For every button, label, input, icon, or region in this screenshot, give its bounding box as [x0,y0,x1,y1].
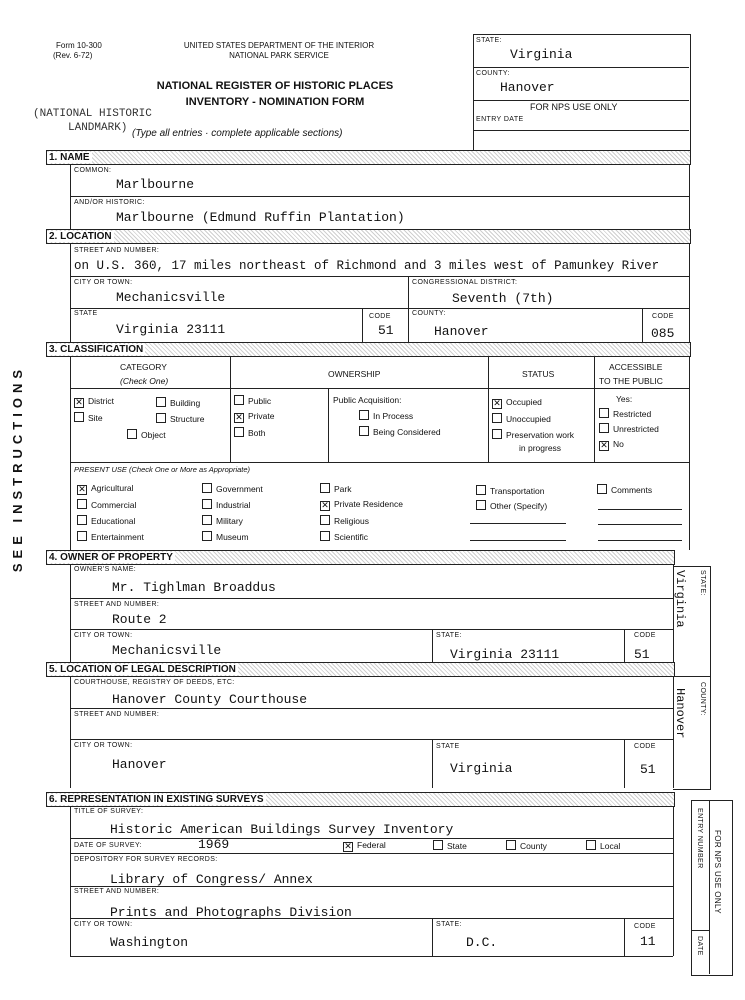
entertainment-checkbox[interactable] [77,531,144,542]
legal-street-label: STREET AND NUMBER: [74,711,160,718]
owner-street-value: Route 2 [112,612,167,627]
other-specify-line-1 [470,523,566,524]
common-name-label: COMMON: [74,167,112,174]
side-state-label: STATE: [699,570,706,596]
unrestricted-box [599,423,609,433]
restricted-label: Restricted [613,409,652,419]
restricted-box [599,408,609,418]
unoccupied-label: Unoccupied [506,414,551,424]
park-checkbox[interactable] [320,483,351,494]
side-state-value: Virginia [673,570,687,628]
owner-name-value: Mr. Tighlman Broaddus [112,580,276,595]
building-box [156,397,166,407]
location-state-code-label: CODE [369,313,391,320]
legal-state-value: Virginia [450,761,513,776]
scientific-box [320,531,330,541]
category-subheader: (Check One) [120,376,169,386]
section-5-header [46,662,675,677]
nps-use-only-label: FOR NPS USE ONLY [530,102,618,112]
location-city-label: CITY OR TOWN: [74,279,133,286]
private-label: Private [248,411,275,421]
in-process-label: In Process [373,411,414,421]
side-entry-number-label: ENTRY NUMBER [696,808,703,869]
object-box [127,429,137,439]
legal-code-label: CODE [634,743,656,750]
section-2-title: 2. LOCATION [49,231,112,242]
section-2-header [46,229,691,244]
being-considered-box [359,426,369,436]
location-street-label: STREET AND NUMBER: [74,247,160,254]
agricultural-mark: ✕ [78,485,86,495]
unoccupied-checkbox[interactable] [492,413,551,424]
location-state-label: STATE [74,310,98,317]
park-label: Park [334,484,352,494]
survey-federal-label: Federal [357,840,386,850]
comments-line-2 [598,524,682,525]
section-5-title: 5. LOCATION OF LEGAL DESCRIPTION [49,664,236,675]
scientific-checkbox[interactable] [320,531,368,542]
object-label: Object [141,430,166,440]
accessible-no-mark: ✕ [600,441,608,451]
survey-street-value: Prints and Photographs Division [110,905,352,920]
commercial-checkbox[interactable] [77,499,136,510]
district-checkbox[interactable] [74,396,114,408]
historic-name-value: Marlbourne (Edmund Ruffin Plantation) [116,210,405,225]
in-process-checkbox[interactable] [359,410,413,421]
district-label: District [88,396,114,406]
agricultural-checkbox[interactable] [77,483,134,495]
unrestricted-checkbox[interactable] [599,423,659,434]
preservation-label-line2: in progress [519,443,562,453]
section-4-title: 4. OWNER OF PROPERTY [49,552,173,563]
survey-code-label: CODE [634,923,656,930]
comments-box [597,484,607,494]
form-instructions: (Type all entries · complete applicable sections) [132,128,343,139]
survey-state-field-label: STATE: [436,921,462,928]
building-label: Building [170,398,201,408]
location-state-code-value: 51 [378,323,394,338]
section-6-header [46,792,675,807]
educational-box [77,515,87,525]
military-label: Military [216,516,243,526]
object-checkbox[interactable] [127,429,166,440]
survey-state-label: State [447,841,467,851]
courthouse-value: Hanover County Courthouse [112,692,308,707]
museum-label: Museum [216,532,249,542]
military-box [202,515,212,525]
congressional-district-value: Seventh (7th) [452,291,554,306]
private-checkbox[interactable] [234,411,274,423]
occupied-mark: ✕ [493,399,501,409]
section-3-title: 3. CLASSIFICATION [49,344,144,355]
other-specify-line-2 [470,540,566,541]
survey-county-box [506,840,516,850]
accessible-no-label: No [613,439,624,449]
survey-state-checkbox[interactable] [433,840,467,851]
owner-street-label: STREET AND NUMBER: [74,601,160,608]
private-residence-checkbox[interactable] [320,499,403,511]
commercial-box [77,499,87,509]
survey-state-field-value: D.C. [466,935,498,950]
industrial-checkbox[interactable] [202,499,251,510]
site-box [74,412,84,422]
preservation-label: Preservation work [506,430,575,440]
side-nps-use-label: FOR NPS USE ONLY [713,830,722,915]
restricted-checkbox[interactable] [599,408,651,419]
being-considered-checkbox[interactable] [359,426,441,437]
section-6-title: 6. REPRESENTATION IN EXISTING SURVEYS [49,794,264,805]
section-4-header [46,550,675,565]
survey-title-value: Historic American Buildings Survey Inventory [110,822,454,837]
form-number: Form 10-300 [56,41,102,50]
owner-code-value: 51 [634,647,650,662]
owner-city-value: Mechanicsville [112,643,222,658]
government-checkbox[interactable] [202,483,263,494]
comments-line-1 [598,509,682,510]
accessible-header: ACCESSIBLE [609,362,663,372]
form-title-line2: INVENTORY - NOMINATION FORM [185,96,365,108]
status-header: STATUS [522,369,555,379]
form-revision: (Rev. 6-72) [53,51,93,60]
industrial-label: Industrial [216,500,251,510]
location-county-code-value: 085 [651,326,675,341]
structure-box [156,413,166,423]
legal-state-label: STATE [436,743,460,750]
service-name: NATIONAL PARK SERVICE [229,51,329,60]
location-street-value: on U.S. 360, 17 miles northeast of Richmond and 3 miles west of Pamunkey River [74,259,660,273]
private-mark: ✕ [235,413,243,423]
public-box [234,395,244,405]
survey-federal-checkbox[interactable] [343,840,386,852]
survey-local-label: Local [600,841,621,851]
comments-checkbox[interactable] [597,484,652,495]
depository-value: Library of Congress/ Annex [110,872,313,887]
industrial-box [202,499,212,509]
private-residence-mark: ✕ [321,501,329,511]
building-checkbox[interactable] [156,397,200,408]
survey-code-value: 11 [640,934,656,949]
side-date-label: DATE [696,936,703,956]
park-box [320,483,330,493]
side-county-label: COUNTY: [699,682,706,716]
entertainment-label: Entertainment [91,532,144,542]
agricultural-label: Agricultural [91,483,134,493]
congressional-district-label: CONGRESSIONAL DISTRICT: [412,279,518,286]
legal-code-value: 51 [640,762,656,777]
scientific-label: Scientific [334,532,369,542]
survey-date-label: DATE OF SURVEY: [74,842,142,849]
preservation-box [492,429,502,439]
other-box [476,500,486,510]
depository-label: DEPOSITORY FOR SURVEY RECORDS: [74,856,218,863]
location-county-value: Hanover [434,324,489,339]
landmark-note-line1: (NATIONAL HISTORIC [33,108,152,120]
religious-checkbox[interactable] [320,515,369,526]
site-checkbox[interactable] [74,412,103,423]
other-label: Other (Specify) [490,501,548,511]
nps-state-label: STATE: [476,37,502,44]
survey-local-checkbox[interactable] [586,840,620,851]
ownership-header: OWNERSHIP [328,369,381,379]
courthouse-label: COURTHOUSE, REGISTRY OF DEEDS, ETC: [74,679,235,686]
in-process-box [359,410,369,420]
survey-local-box [586,840,596,850]
government-label: Government [216,484,263,494]
religious-label: Religious [334,516,369,526]
unoccupied-box [492,413,502,423]
side-county-value: Hanover [673,688,687,739]
section-1-header [46,150,691,165]
section-1-title: 1. NAME [49,152,90,163]
present-use-header: PRESENT USE (Check One or More as Appropriate) [74,465,251,474]
department-name: UNITED STATES DEPARTMENT OF THE INTERIOR [183,41,375,50]
nps-entry-date-label: ENTRY DATE [476,116,524,123]
location-county-code-label: CODE [652,313,674,320]
educational-label: Educational [91,516,136,526]
section-3-header [46,342,691,357]
being-considered-label: Being Considered [373,427,441,437]
both-label: Both [248,428,266,438]
site-label: Site [88,413,103,423]
survey-street-label: STREET AND NUMBER: [74,888,160,895]
comments-line-3 [598,540,682,541]
educational-checkbox[interactable] [77,515,135,526]
owner-city-label: CITY OR TOWN: [74,632,133,639]
survey-date-value: 1969 [198,837,230,852]
owner-code-label: CODE [634,632,656,639]
preservation-work-checkbox[interactable] [492,429,574,440]
structure-label: Structure [170,414,205,424]
both-box [234,427,244,437]
owner-state-label: STATE: [436,632,462,639]
transportation-checkbox[interactable] [476,485,545,496]
unrestricted-label: Unrestricted [613,424,659,434]
both-checkbox[interactable] [234,427,266,438]
survey-county-label: County [520,841,547,851]
occupied-label: Occupied [506,397,542,407]
commercial-label: Commercial [91,500,137,510]
survey-city-label: CITY OR TOWN: [74,921,133,928]
owner-state-value: Virginia 23111 [450,647,560,662]
survey-title-label: TITLE OF SURVEY: [74,808,144,815]
public-checkbox[interactable] [234,395,271,406]
private-residence-label: Private Residence [334,499,403,509]
accessible-no-checkbox[interactable] [599,439,624,451]
museum-checkbox[interactable] [202,531,249,542]
category-header: CATEGORY [120,362,167,372]
other-checkbox[interactable] [476,500,547,511]
legal-city-value: Hanover [112,757,167,772]
government-box [202,483,212,493]
location-county-label: COUNTY: [412,310,446,317]
accessible-subheader: TO THE PUBLIC [599,376,663,386]
location-state-value: Virginia 23111 [116,322,226,337]
location-city-value: Mechanicsville [116,290,226,305]
nps-county-value: Hanover [500,80,555,95]
occupied-checkbox[interactable] [492,397,542,409]
historic-name-label: AND/OR HISTORIC: [74,199,145,206]
owner-name-label: OWNER'S NAME: [74,566,137,573]
nps-county-label: COUNTY: [476,70,510,77]
legal-city-label: CITY OR TOWN: [74,742,133,749]
military-checkbox[interactable] [202,515,243,526]
entertainment-box [77,531,87,541]
comments-label: Comments [611,485,653,495]
public-label: Public [248,396,272,406]
survey-state-box [433,840,443,850]
transportation-box [476,485,486,495]
structure-checkbox[interactable] [156,413,205,424]
survey-city-value: Washington [110,935,189,950]
nps-state-value: Virginia [510,47,573,62]
see-instructions-label: SEE INSTRUCTIONS [10,365,25,573]
religious-box [320,515,330,525]
form-title-line1: NATIONAL REGISTER OF HISTORIC PLACES [156,80,394,92]
public-acquisition-label: Public Acquisition: [333,395,402,405]
transportation-label: Transportation [490,486,545,496]
accessible-yes-label: Yes: [616,394,633,404]
district-mark: ✕ [75,398,83,408]
landmark-note-line2: LANDMARK) [68,122,128,134]
survey-county-checkbox[interactable] [506,840,547,851]
common-name-value: Marlbourne [116,177,195,192]
museum-box [202,531,212,541]
survey-federal-mark: ✕ [344,842,352,852]
